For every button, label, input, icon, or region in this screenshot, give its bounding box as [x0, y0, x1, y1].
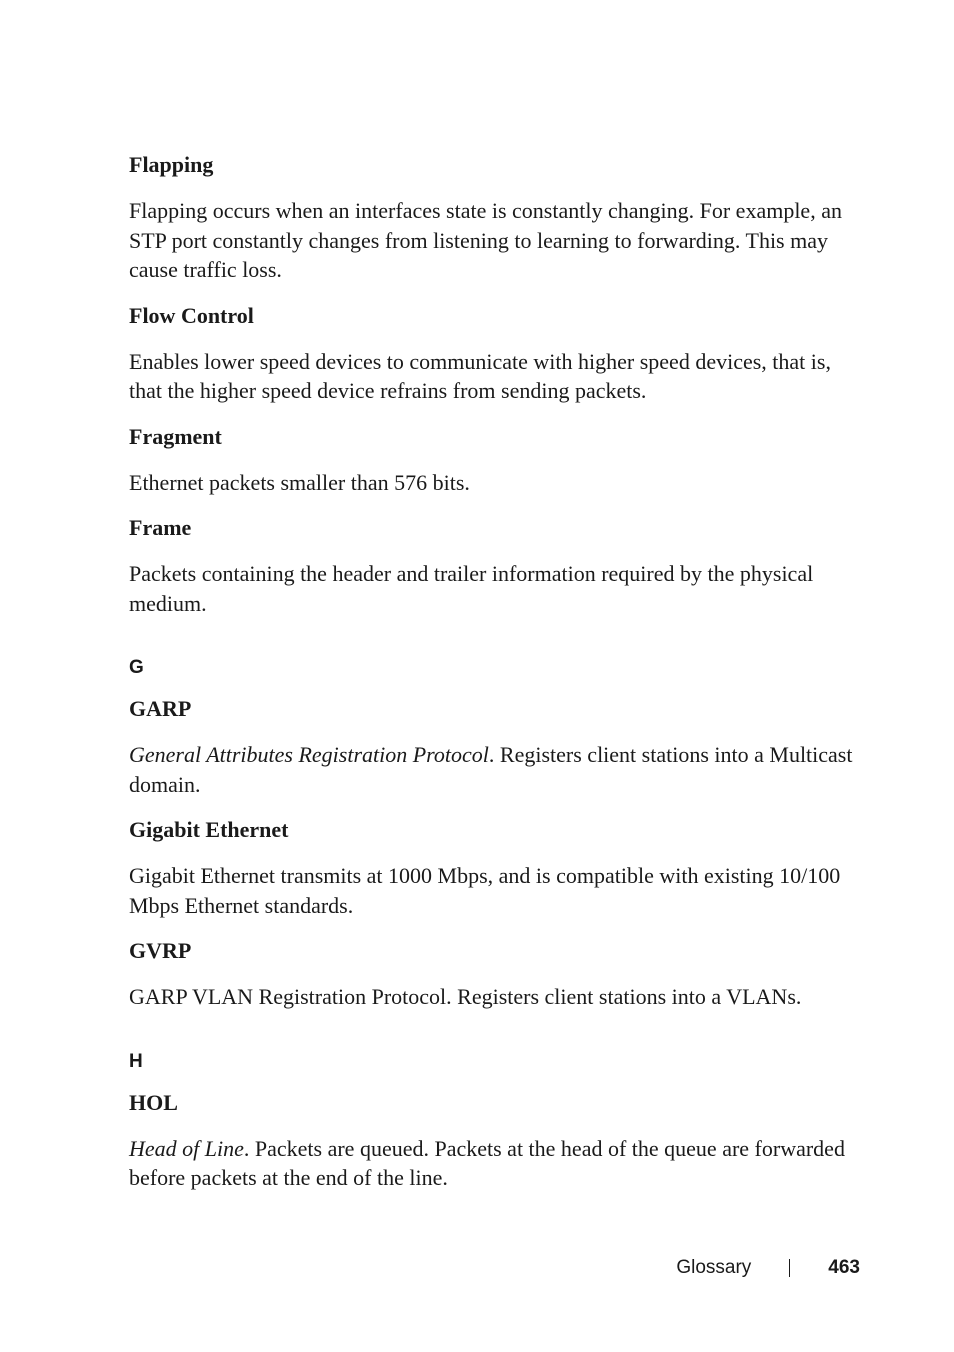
definition-garp — [129, 740, 859, 799]
term-flow-control: Flow Control — [129, 302, 254, 328]
term-frame: Frame — [129, 515, 192, 540]
definition-garp-expansion: General Attributes Registration Protocol — [129, 742, 489, 767]
term-gvrp: GVRP — [129, 938, 192, 963]
section-spacer — [129, 1028, 859, 1050]
term-fragment: Fragment — [129, 423, 222, 449]
definition-hol-text: . Packets are queued. Packets at the head of the queue are forwarded before packets at the end of the line. — [129, 1135, 845, 1190]
definition-hol — [129, 1134, 859, 1193]
section-letter-h: H — [129, 1050, 143, 1072]
page-footer — [676, 1254, 860, 1282]
definition-gvrp: GARP VLAN Registration Protocol. Registers client stations into a VLANs. — [129, 984, 802, 1009]
definition-hol-expansion: Head of Line — [129, 1135, 244, 1161]
definition-fragment: Ethernet packets smaller than 576 bits. — [129, 469, 470, 495]
definition-gigabit-ethernet: Gigabit Ethernet transmits at 1000 Mbps, and is compatible with existing 10/100 Mbps Ethernet standards. — [129, 863, 841, 918]
footer-separator — [789, 1259, 790, 1277]
glossary-content — [129, 150, 859, 1209]
section-letter-g: G — [129, 657, 144, 678]
definition-flapping: Flapping occurs when an interfaces state is constantly changing. For example, an STP port constantly changes from listening to learning to forwarding. This may cause traffic loss. — [129, 198, 842, 282]
term-flapping: Flapping — [129, 152, 214, 177]
page-number: 463 — [828, 1257, 860, 1278]
term-garp: GARP — [129, 696, 192, 721]
section-spacer — [129, 634, 859, 656]
definition-frame: Packets containing the header and trailer information required by the physical medium. — [129, 561, 814, 616]
definition-flow-control: Enables lower speed devices to communicate with higher speed devices, that is, that the higher speed device refrains from sending packets. — [129, 348, 831, 403]
term-hol: HOL — [129, 1089, 178, 1115]
definition-garp-text: . Registers client stations into a Multicast domain. — [129, 742, 853, 797]
term-gigabit-ethernet: Gigabit Ethernet — [129, 817, 289, 842]
footer-section-label: Glossary — [676, 1257, 752, 1278]
